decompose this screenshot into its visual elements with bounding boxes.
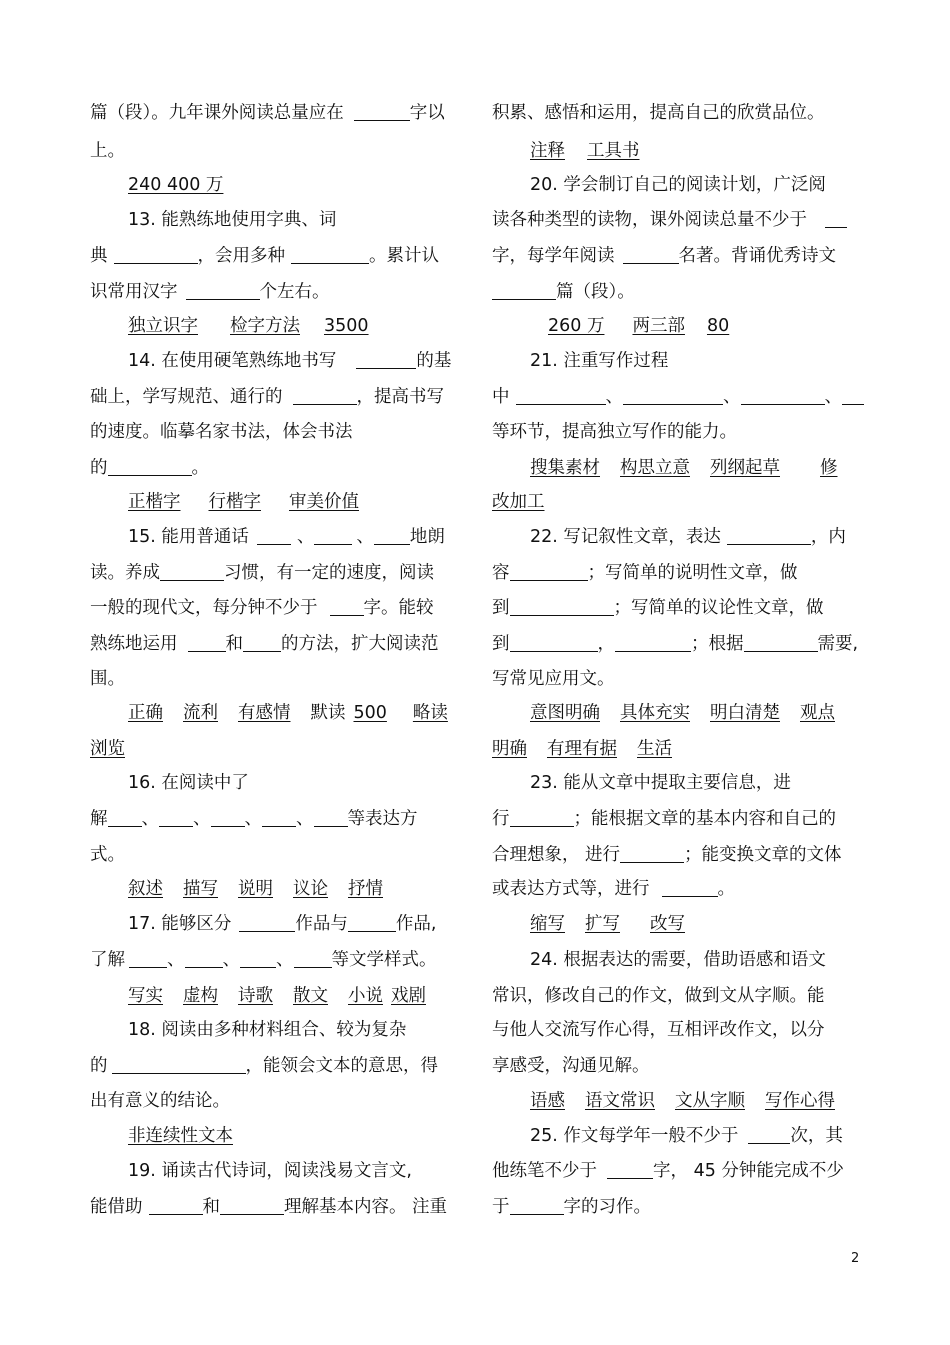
- text-line: [492, 843, 842, 867]
- text-run: 、: [244, 809, 262, 829]
- answer-text: 扩写: [585, 914, 620, 934]
- answer-text: 有感情: [238, 703, 291, 723]
- fill-in-blank: [291, 245, 369, 264]
- answer-text: 明白清楚: [710, 703, 780, 723]
- text-line: [90, 280, 330, 304]
- text-run: 典: [90, 246, 108, 266]
- answer-text: 略读: [412, 703, 448, 723]
- fill-in-blank: [623, 245, 679, 264]
- text-run: 、: [141, 809, 159, 829]
- text-line: [90, 843, 125, 867]
- answer-text: 流利: [183, 703, 218, 723]
- text-line: [128, 1124, 239, 1148]
- text-line: [548, 314, 733, 338]
- fill-in-blank: [348, 913, 396, 932]
- text-run: 、: [723, 387, 741, 407]
- text-run: 和: [202, 1197, 220, 1217]
- text-run: 的速度。临摹名家书法，体会书法: [90, 422, 353, 442]
- text-run: 作品与: [295, 914, 348, 934]
- text-line: [128, 173, 229, 197]
- text-line: [492, 420, 737, 444]
- text-run: 了解: [90, 950, 125, 970]
- text-line: [530, 1124, 843, 1148]
- fill-in-blank: [314, 526, 352, 545]
- text-run: 默读: [310, 703, 346, 723]
- text-run: 23. 能从文章中提取主要信息，进: [530, 773, 791, 793]
- text-line: [492, 1195, 651, 1219]
- fill-in-blank: [211, 808, 245, 827]
- fill-in-blank: [159, 808, 193, 827]
- fill-in-blank: [510, 597, 614, 616]
- text-run: 、: [296, 527, 315, 547]
- fill-in-blank: [112, 1055, 246, 1074]
- answer-text: 抒情: [348, 879, 383, 899]
- answer-text: 500: [353, 703, 387, 723]
- text-line: [492, 280, 635, 304]
- text-run: 能借助: [90, 1197, 143, 1217]
- text-line: [492, 877, 735, 901]
- text-line: [128, 208, 336, 232]
- answer-text: 叙述: [128, 879, 163, 899]
- text-line: [90, 667, 125, 691]
- text-run: 容: [492, 563, 510, 583]
- fill-in-blank: [257, 526, 291, 545]
- fill-in-blank: [510, 562, 588, 581]
- answer-text: 虚构: [183, 986, 218, 1006]
- text-run: 个左右。: [259, 282, 330, 302]
- answer-text: 240 400 万: [128, 175, 224, 195]
- text-line: [90, 632, 439, 656]
- answer-text: 80: [706, 316, 730, 336]
- fill-in-blank: [510, 1196, 564, 1215]
- fill-in-blank: [108, 457, 192, 476]
- text-run: 到: [492, 598, 510, 618]
- answer-text: 意图明确: [530, 703, 600, 723]
- fill-in-blank: [492, 281, 556, 300]
- text-run: 字以: [409, 103, 445, 123]
- answer-text: 生活: [637, 739, 672, 759]
- text-line: [492, 1054, 650, 1078]
- answer-text: 构思立意: [620, 458, 690, 478]
- text-line: [90, 244, 439, 268]
- text-run: 。累计认: [369, 246, 439, 266]
- fill-in-blank: [623, 386, 723, 405]
- page-number: 2: [851, 1251, 860, 1266]
- text-run: ，能领会文本的意思，得: [245, 1056, 438, 1076]
- text-run: 到: [492, 634, 510, 654]
- text-line: [128, 1159, 412, 1183]
- fill-in-blank: [727, 526, 811, 545]
- text-run: 享感受，沟通见解。: [492, 1056, 650, 1076]
- answer-text: 列纲起草: [710, 458, 780, 478]
- answer-text: 工具书: [587, 141, 640, 161]
- text-run: 18. 阅读由多种材料组合、较为复杂: [128, 1020, 407, 1040]
- text-line: [128, 984, 426, 1008]
- text-run: 解: [90, 809, 108, 829]
- text-run: 熟练地运用: [90, 634, 178, 654]
- text-run: 13. 能熟练地使用字典、词: [128, 210, 337, 230]
- text-line: [492, 561, 798, 585]
- text-run: 24. 根据表达的需要，借助语感和语文: [530, 950, 826, 970]
- answer-text: 正楷字: [128, 492, 181, 512]
- text-run: 习惯，有一定的速度，阅读: [224, 563, 434, 583]
- answer-text: 行楷字: [208, 492, 261, 512]
- text-run: 出有意义的结论。: [90, 1091, 230, 1111]
- text-line: [492, 101, 825, 125]
- text-run: 合理想象， 进行: [492, 845, 621, 865]
- text-line: [492, 244, 836, 268]
- text-line: [90, 101, 445, 125]
- answer-text: 独立识字: [128, 316, 198, 336]
- answer-text: 搜集素材: [530, 458, 600, 478]
- text-line: [128, 349, 451, 373]
- text-run: 或表达方式等，进行: [492, 879, 650, 899]
- text-line: [492, 385, 864, 409]
- answer-text: 语文常识: [585, 1091, 655, 1111]
- text-run: 25. 作文每学年一般不少于: [530, 1126, 739, 1146]
- fill-in-blank: [330, 597, 364, 616]
- text-run: 等环节，提高独立写作的能力。: [492, 422, 737, 442]
- text-line: [492, 807, 836, 831]
- text-run: 、: [222, 950, 240, 970]
- text-run: 的: [90, 458, 108, 478]
- answer-text: 审美价值: [289, 492, 359, 512]
- text-run: 作品,: [395, 914, 437, 934]
- text-line: [90, 737, 125, 761]
- text-run: 础上，学写规范、通行的: [90, 387, 283, 407]
- text-run: 行: [492, 809, 510, 829]
- text-run: 识常用汉字: [90, 282, 178, 302]
- text-run: 积累、感悟和运用，提高自己的欣赏品位。: [492, 103, 825, 123]
- text-run: 写常见应用文。: [492, 669, 615, 689]
- fill-in-blank: [239, 913, 295, 932]
- text-run: 与他人交流写作心得，互相评改作文，以分: [492, 1020, 825, 1040]
- fill-in-blank: [741, 386, 825, 405]
- text-line: [90, 807, 418, 831]
- text-line: [90, 561, 434, 585]
- text-run: 21. 注重写作过程: [530, 351, 669, 371]
- text-run: 字。能较: [363, 598, 434, 618]
- text-run: 字的习作。: [563, 1197, 651, 1217]
- text-line: [128, 877, 383, 901]
- text-line: [90, 385, 444, 409]
- fill-in-blank: [354, 102, 410, 121]
- fill-in-blank: [294, 949, 332, 968]
- text-line: [492, 984, 825, 1008]
- text-run: ；能变换文章的文体: [684, 845, 842, 865]
- text-run: 围。: [90, 669, 125, 689]
- text-line: [128, 771, 249, 795]
- text-run: 字， 45 分钟能完成不少: [653, 1161, 844, 1181]
- answer-text: 观点: [800, 703, 835, 723]
- text-run: 篇（段）。九年课外阅读总量应在: [90, 103, 344, 123]
- text-run: 、: [276, 950, 294, 970]
- fill-in-blank: [188, 633, 226, 652]
- answer-text: 检字方法: [230, 316, 300, 336]
- text-run: 17. 能够区分: [128, 914, 232, 934]
- answer-text: 具体充实: [620, 703, 690, 723]
- fill-in-blank: [842, 386, 864, 405]
- text-run: 读。养成: [90, 563, 160, 583]
- text-line: [530, 173, 826, 197]
- text-run: 他练笔不少于: [492, 1161, 597, 1181]
- answer-text: 非连续性文本: [128, 1126, 233, 1146]
- text-line: [90, 596, 434, 620]
- fill-in-blank: [744, 633, 818, 652]
- text-line: [90, 456, 209, 480]
- fill-in-blank: [825, 209, 847, 228]
- answer-text: 改写: [650, 914, 685, 934]
- text-run: ，: [597, 634, 615, 654]
- answer-text: 议论: [293, 879, 328, 899]
- text-line: [90, 1089, 230, 1113]
- fill-in-blank: [314, 808, 348, 827]
- text-run: 篇（段）。: [556, 282, 635, 302]
- text-run: 一般的现代文，每分钟不少于: [90, 598, 318, 618]
- text-run: 。: [191, 458, 209, 478]
- text-run: ；根据: [691, 634, 744, 654]
- text-line: [530, 948, 826, 972]
- text-run: ，会用多种: [197, 246, 285, 266]
- text-line: [492, 596, 824, 620]
- answer-text: 小说: [348, 986, 383, 1006]
- text-run: 读各种类型的读物，课外阅读总量不少于: [492, 210, 807, 230]
- text-run: 名著。背诵优秀诗文: [678, 246, 836, 266]
- text-line: [128, 525, 445, 549]
- fill-in-blank: [374, 526, 410, 545]
- answer-text: 改加工: [492, 492, 545, 512]
- text-run: 。: [717, 879, 735, 899]
- answer-text: 两三部: [632, 316, 685, 336]
- answer-text: 注释: [530, 141, 565, 161]
- text-line: [128, 490, 359, 514]
- text-run: 式。: [90, 845, 125, 865]
- text-run: 、: [167, 950, 185, 970]
- text-run: ；写简单的说明性文章，做: [587, 563, 798, 583]
- text-line: [492, 1018, 825, 1042]
- answer-text: 说明: [238, 879, 273, 899]
- text-line: [530, 139, 640, 163]
- fill-in-blank: [108, 808, 142, 827]
- answer-text: 描写: [183, 879, 218, 899]
- text-run: ，内: [810, 527, 846, 547]
- answer-text: 正确: [128, 703, 163, 723]
- fill-in-blank: [620, 844, 684, 863]
- fill-in-blank: [510, 633, 598, 652]
- text-run: 19. 诵读古代诗词，阅读浅易文言文,: [128, 1161, 412, 1181]
- fill-in-blank: [293, 386, 357, 405]
- fill-in-blank: [240, 949, 276, 968]
- fill-in-blank: [615, 633, 691, 652]
- text-line: [128, 701, 448, 725]
- text-line: [492, 667, 615, 691]
- answer-text: 诗歌: [238, 986, 273, 1006]
- answer-text: 写实: [128, 986, 163, 1006]
- text-run: 、: [824, 387, 842, 407]
- text-run: 于: [492, 1197, 510, 1217]
- answer-text: 语感: [530, 1091, 565, 1111]
- text-run: 、: [193, 809, 211, 829]
- text-run: 、: [296, 809, 314, 829]
- text-line: [492, 737, 672, 761]
- text-run: 等表达方: [347, 809, 418, 829]
- text-line: [530, 456, 838, 480]
- fill-in-blank: [748, 1125, 790, 1144]
- text-run: 和: [225, 634, 243, 654]
- answer-text: 3500: [324, 316, 369, 336]
- text-line: [492, 632, 858, 656]
- text-run: 中: [492, 387, 510, 407]
- text-line: [530, 912, 685, 936]
- text-line: [530, 349, 668, 373]
- text-run: ；写简单的议论性文章，做: [613, 598, 824, 618]
- text-run: 等文学样式。: [331, 950, 437, 970]
- text-line: [492, 208, 847, 232]
- text-run: 15. 能用普通话: [128, 527, 249, 547]
- text-line: [530, 1089, 835, 1113]
- text-line: [530, 701, 835, 725]
- fill-in-blank: [149, 1196, 203, 1215]
- text-line: [530, 771, 791, 795]
- answer-text: 明确: [492, 739, 527, 759]
- answer-text: 260 万: [548, 316, 605, 336]
- text-line: [128, 1018, 406, 1042]
- text-run: 14. 在使用硬笔熟练地书写: [128, 351, 337, 371]
- text-line: [530, 525, 846, 549]
- text-run: 常识，修改自己的作文，做到文从字顺。能: [492, 986, 825, 1006]
- text-run: 的基: [416, 351, 452, 371]
- text-run: 、: [605, 387, 623, 407]
- answer-text: 有理有据: [547, 739, 617, 759]
- text-run: 20. 学会制订自己的阅读计划，广泛阅: [530, 175, 826, 195]
- text-line: [128, 314, 383, 338]
- fill-in-blank: [220, 1196, 284, 1215]
- text-line: [128, 912, 436, 936]
- fill-in-blank: [510, 808, 574, 827]
- fill-in-blank: [114, 245, 198, 264]
- text-run: ；能根据文章的基本内容和自己的: [573, 809, 836, 829]
- text-line: [90, 948, 437, 972]
- text-run: 字，每学年阅读: [492, 246, 615, 266]
- answer-text: 浏览: [90, 739, 125, 759]
- text-run: 、: [356, 527, 374, 547]
- fill-in-blank: [356, 350, 416, 369]
- answer-text: 缩写: [530, 914, 565, 934]
- fill-in-blank: [160, 562, 224, 581]
- text-run: 22. 写记叙性文章，表达: [530, 527, 721, 547]
- fill-in-blank: [607, 1160, 653, 1179]
- text-line: [492, 490, 545, 514]
- text-line: [90, 420, 353, 444]
- text-run: 上。: [90, 141, 125, 161]
- text-line: [90, 139, 125, 163]
- text-line: [90, 1054, 438, 1078]
- fill-in-blank: [186, 281, 260, 300]
- answer-text: 散文: [293, 986, 328, 1006]
- text-run: 的方法，扩大阅读范: [281, 634, 439, 654]
- fill-in-blank: [185, 949, 223, 968]
- answer-text: 修: [820, 458, 838, 478]
- fill-in-blank: [662, 878, 718, 897]
- fill-in-blank: [262, 808, 296, 827]
- text-line: [492, 1159, 844, 1183]
- text-run: 16. 在阅读中了: [128, 773, 249, 793]
- fill-in-blank: [516, 386, 606, 405]
- answer-text: 文从字顺: [675, 1091, 745, 1111]
- fill-in-blank: [129, 949, 167, 968]
- text-run: 需要,: [817, 634, 859, 654]
- text-run: 的: [90, 1056, 108, 1076]
- text-run: 理解基本内容。 注重: [284, 1197, 448, 1217]
- fill-in-blank: [243, 633, 281, 652]
- text-run: 次，其: [790, 1126, 843, 1146]
- text-run: 地朗: [409, 527, 445, 547]
- text-line: [90, 1195, 447, 1219]
- answer-text: 写作心得: [765, 1091, 835, 1111]
- answer-text: 戏剧: [391, 986, 426, 1006]
- text-run: ，提高书写: [356, 387, 444, 407]
